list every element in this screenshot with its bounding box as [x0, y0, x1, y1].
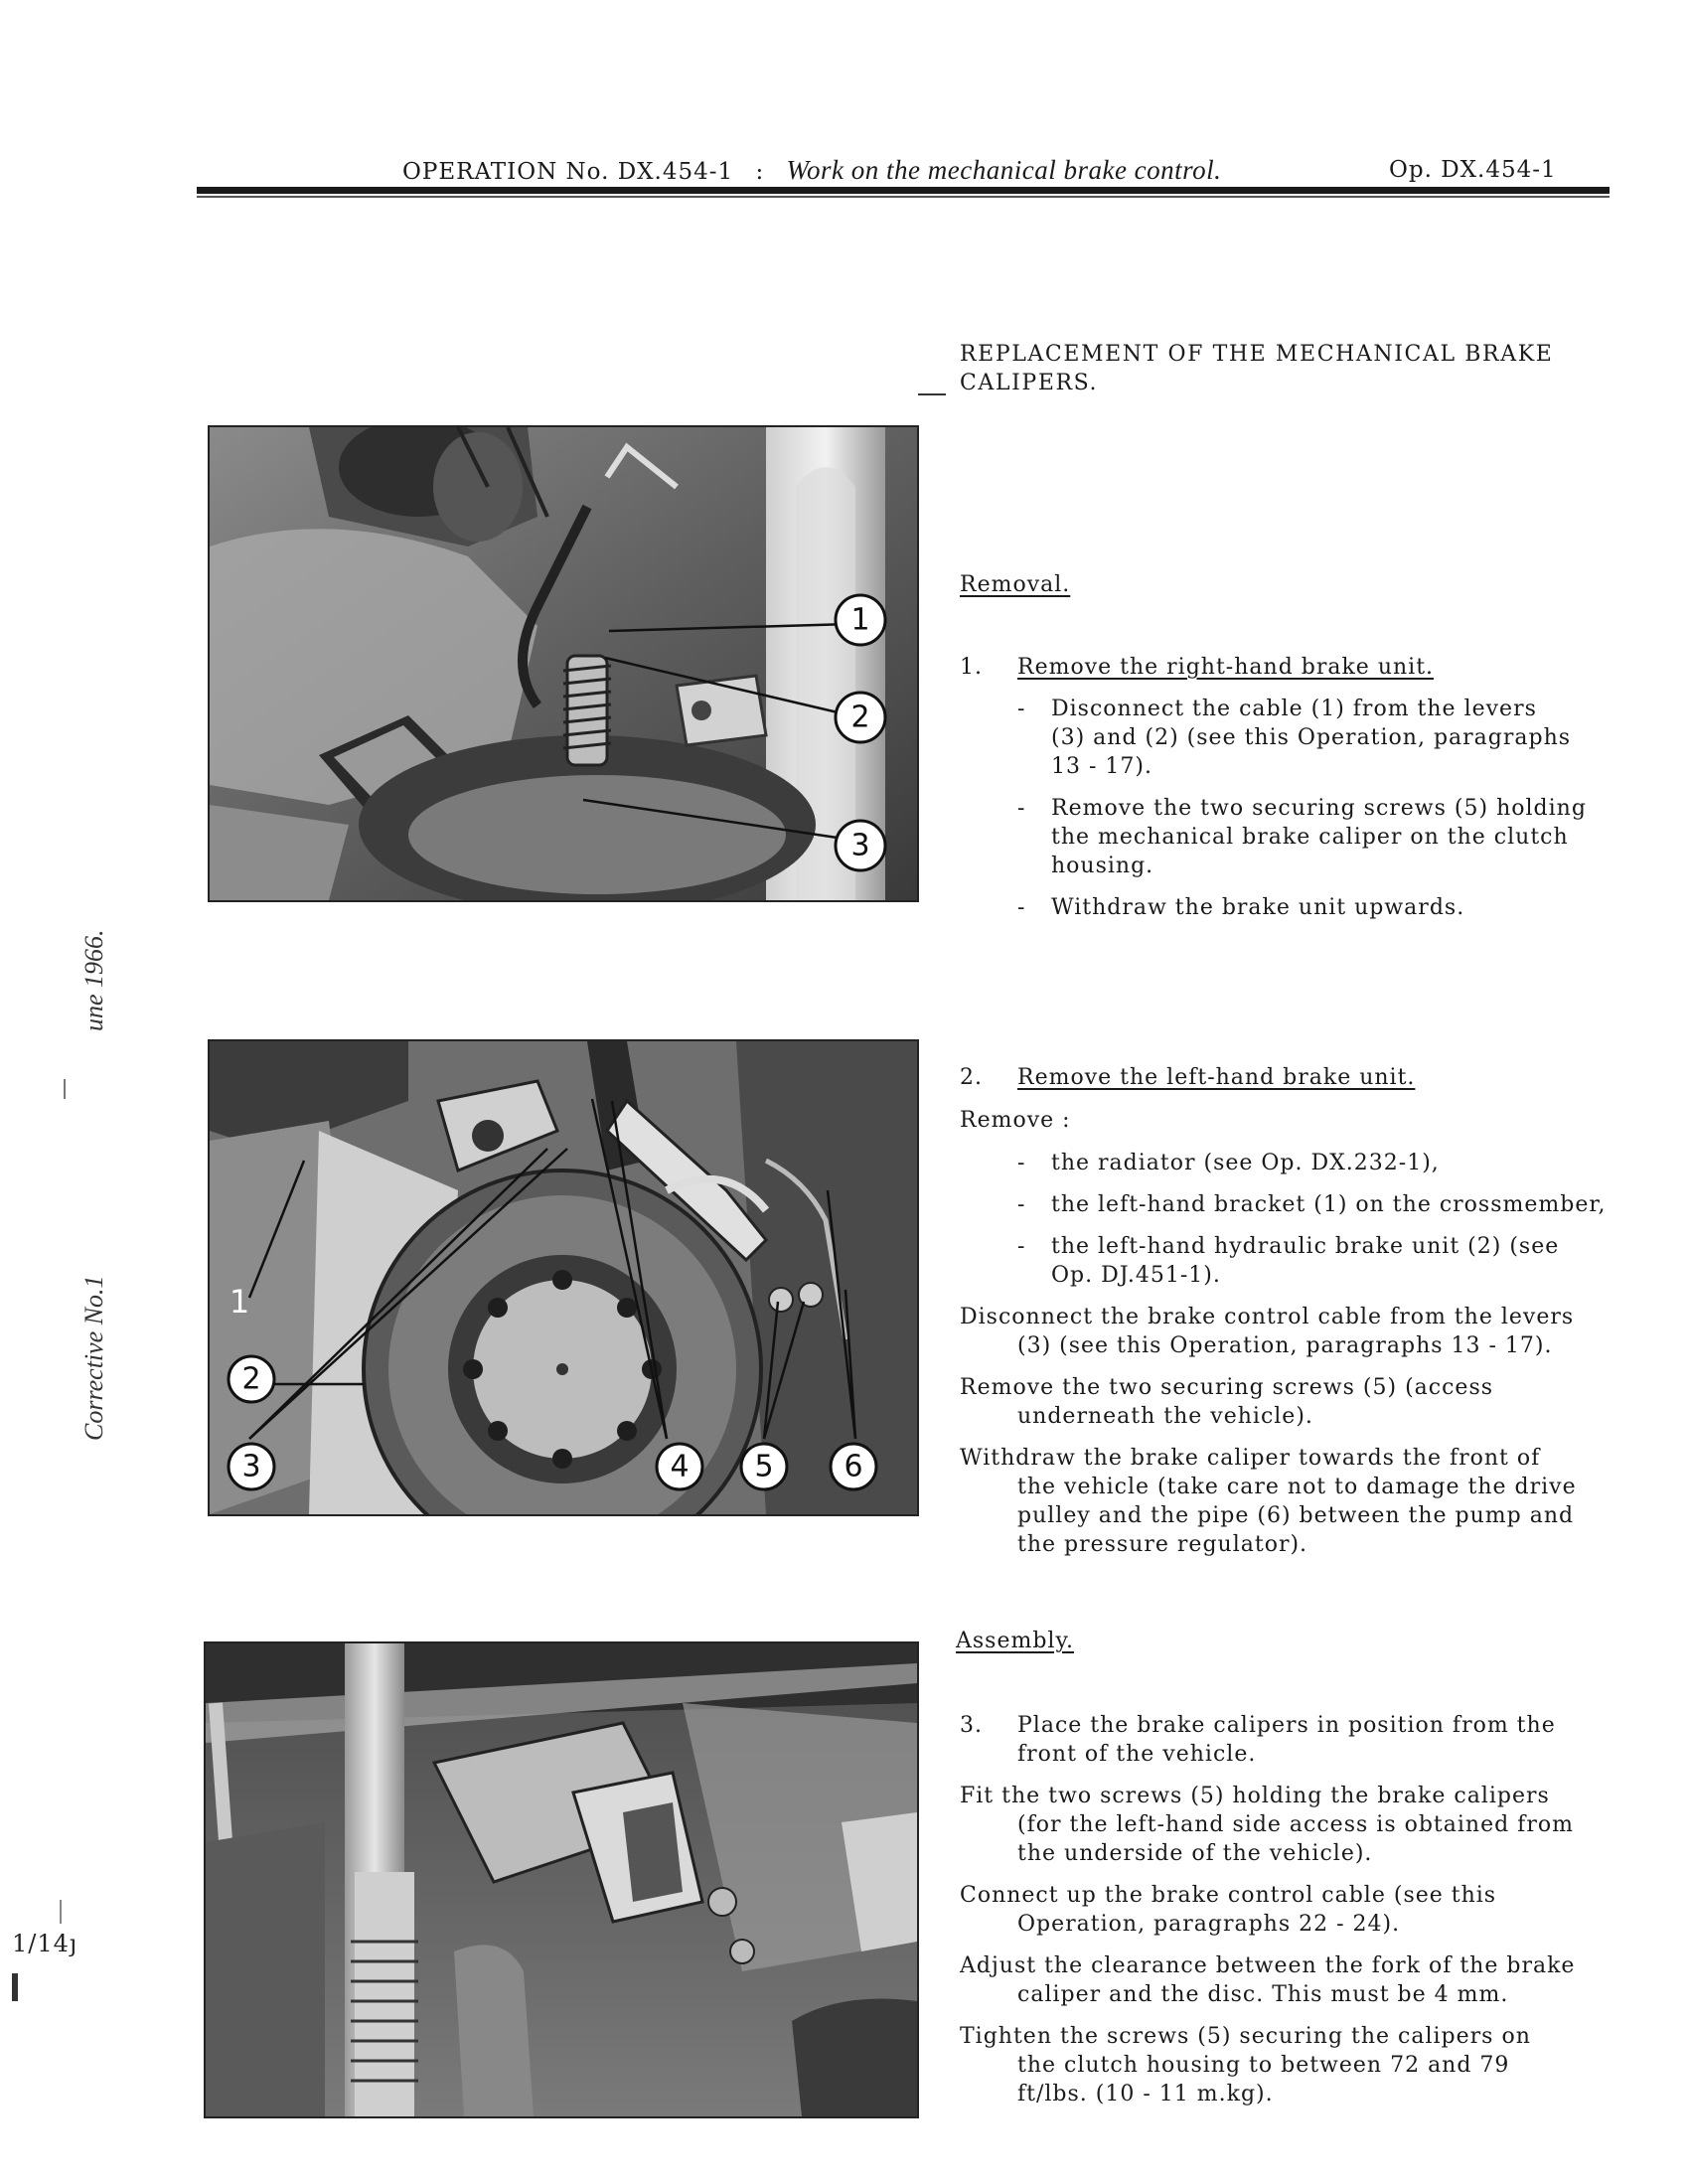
callout-5 [741, 1444, 787, 1489]
paragraph-line: the underside of the vehicle). [1017, 1841, 1373, 1866]
assembly-paragraphs [960, 1782, 1655, 2108]
paragraph [960, 2022, 1655, 2108]
list-item: - Disconnect the cable (1) from the levers (3) and (2) (see this Operation, paragraphs 13 - 17). [1017, 695, 1633, 781]
step-number: 3. [960, 1713, 983, 1738]
callout-label: 3 [850, 828, 870, 863]
paragraph-line: (3) (see this Operation, paragraphs 13 - 17). [1017, 1333, 1553, 1358]
step-2-items [1017, 1149, 1653, 1290]
paragraph-line: the vehicle (take care not to damage the drive [1017, 1475, 1577, 1499]
scan-mark [60, 1900, 62, 1924]
callout-label: 3 [241, 1449, 261, 1484]
callout-2 [836, 693, 885, 742]
operation-prefix: OPERATION No. [402, 159, 610, 185]
header-separator: : [755, 159, 765, 185]
margin-corrective: Corrective No.1 [79, 1275, 108, 1441]
callout-1 [836, 595, 885, 645]
paragraph-line: underneath the vehicle). [1017, 1404, 1313, 1429]
callout-label: 6 [844, 1449, 863, 1484]
paragraph-line: Operation, paragraphs 22 - 24). [1017, 1912, 1401, 1937]
figure1-callouts [836, 595, 885, 870]
paragraph [960, 1782, 1655, 1868]
step-3 [960, 1711, 1635, 1769]
list-item-line: Remove the two securing screws (5) holding [1051, 796, 1587, 821]
step-title: Remove the left-hand brake unit. [1017, 1065, 1416, 1090]
callout-3 [229, 1444, 274, 1489]
list-item-line: 13 - 17). [1051, 754, 1152, 779]
scan-mark [64, 1079, 66, 1099]
section-title-line: CALIPERS. [960, 371, 1099, 395]
step-title: Remove the right-hand brake unit. [1017, 655, 1435, 680]
paragraph-line: the pressure regulator). [1017, 1532, 1308, 1557]
paragraph-line: Disconnect the brake control cable from the levers [960, 1305, 1575, 1329]
list-item-line: the mechanical brake caliper on the clutch [1051, 825, 1569, 850]
step-number: 1. [960, 655, 983, 680]
photo-left-hand-brake-unit [208, 1039, 919, 1516]
op-reference: Op. DX.454-1 [1389, 157, 1557, 183]
list-item-line: housing. [1051, 854, 1154, 878]
photo-right-hand-brake-unit [208, 425, 919, 902]
step-2-paragraphs [960, 1303, 1655, 1559]
section-title [960, 340, 1553, 397]
paragraph [960, 1951, 1655, 2009]
list-item-line: the radiator (see Op. DX.232-1), [1051, 1151, 1440, 1175]
callout-2 [229, 1356, 274, 1402]
paragraph-line: Remove the two securing screws (5) (access [960, 1375, 1494, 1400]
list-item: - the radiator (see Op. DX.232-1), [1017, 1151, 1440, 1175]
callout-label: 2 [241, 1361, 261, 1397]
list-item-line: Disconnect the cable (1) from the levers [1051, 697, 1537, 721]
callout-label: 1 [229, 1283, 250, 1321]
callout-label: 4 [670, 1449, 690, 1484]
list-item-line: Withdraw the brake unit upwards. [1051, 895, 1465, 920]
paragraph-line: the clutch housing to between 72 and 79 [1017, 2053, 1510, 2078]
list-item-line: Op. DJ.451-1). [1051, 1263, 1221, 1288]
step-number: 2. [960, 1065, 983, 1090]
list-item-line: the left-hand hydraulic brake unit (2) (see [1051, 1234, 1560, 1259]
step-1 [960, 653, 1635, 682]
header-rule [197, 187, 1610, 194]
page-header [402, 155, 1221, 186]
section-title-line: REPLACEMENT OF THE MECHANICAL BRAKE [960, 342, 1554, 367]
paragraph [960, 1373, 1655, 1431]
paragraph-line: Fit the two screws (5) holding the brake calipers [960, 1784, 1550, 1808]
paragraph [960, 1303, 1655, 1360]
paragraph-line: Adjust the clearance between the fork of the brake [960, 1953, 1576, 1978]
callout-3 [836, 821, 885, 870]
assembly-heading: Assembly. [956, 1629, 1074, 1653]
callout-1 [217, 1279, 262, 1325]
callout-label: 5 [754, 1449, 774, 1484]
paragraph-line: (for the left-hand side access is obtained from [1017, 1812, 1574, 1837]
paragraph-line: caliper and the disc. This must be 4 mm. [1017, 1982, 1509, 2007]
list-item: - Withdraw the brake unit upwards. [1017, 895, 1465, 920]
callout-label: 2 [850, 700, 870, 735]
callout-4 [657, 1444, 702, 1489]
remove-label: Remove : [960, 1108, 1071, 1133]
margin-date: une 1966. [79, 929, 108, 1031]
list-item-line: (3) and (2) (see this Operation, paragraphs [1051, 725, 1572, 750]
callout-label: 1 [850, 602, 870, 638]
step-1-items [1017, 695, 1633, 922]
step-2 [960, 1063, 1635, 1092]
operation-title: Work on the mechanical brake control. [786, 155, 1222, 185]
step-line: Place the brake calipers in position from the [1017, 1713, 1556, 1738]
scan-mark [918, 393, 946, 395]
paragraph-line: Withdraw the brake caliper towards the front of [960, 1446, 1541, 1471]
page-mark [12, 1973, 18, 2001]
paragraph-line: ft/lbs. (10 - 11 m.kg). [1017, 2082, 1274, 2106]
paragraph-line: pulley and the pipe (6) between the pump and [1017, 1503, 1575, 1528]
step-line: front of the vehicle. [1017, 1742, 1257, 1767]
header-rule-thin [197, 196, 1610, 198]
list-item-line: the left-hand bracket (1) on the crossmember, [1051, 1192, 1607, 1217]
paragraph [960, 1881, 1655, 1939]
callout-6 [831, 1444, 876, 1489]
operation-code: DX.454-1 [617, 159, 734, 185]
paragraph-line: Connect up the brake control cable (see this [960, 1883, 1497, 1908]
removal-heading: Removal. [960, 572, 1071, 597]
list-item: - the left-hand hydraulic brake unit (2) (see Op. DJ.451-1). [1017, 1232, 1653, 1290]
list-item: - Remove the two securing screws (5) holding the mechanical brake caliper on the clutch housing. [1017, 794, 1633, 880]
paragraph-line: Tighten the screws (5) securing the calipers on [960, 2024, 1531, 2049]
list-item: - the left-hand bracket (1) on the crossmember, [1017, 1192, 1607, 1217]
page-number: 1/14յ [12, 1930, 78, 1957]
photo-assembly [204, 1641, 919, 2118]
paragraph [960, 1444, 1655, 1559]
